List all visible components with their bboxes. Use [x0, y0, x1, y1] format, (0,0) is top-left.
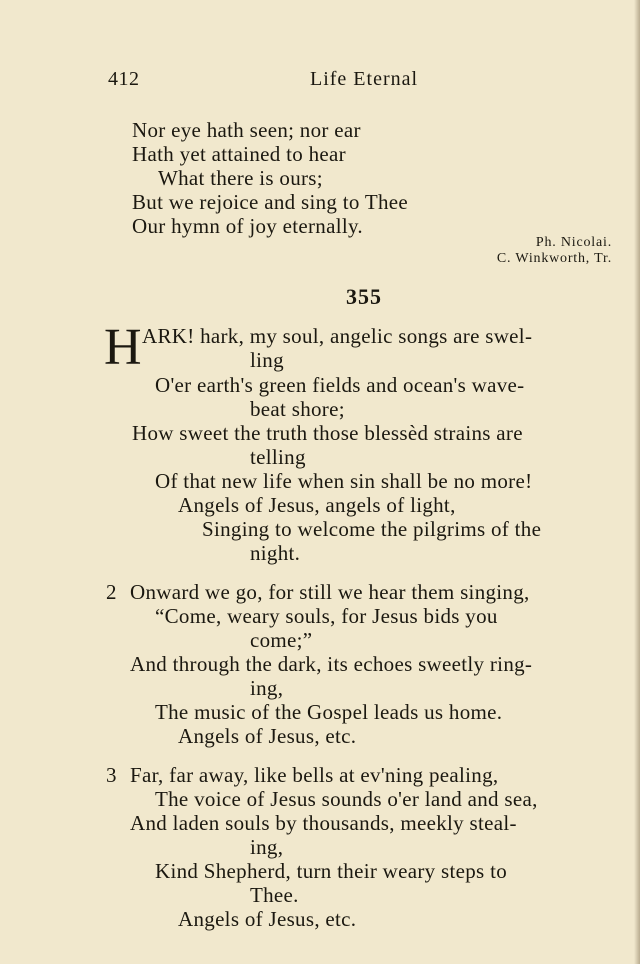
- verse2-line-2: “Come, weary souls, for Jesus bids you: [155, 604, 498, 628]
- verse1-line-1: ARK! hark, my soul, angelic songs are swel-: [142, 324, 533, 348]
- page-number: 412: [108, 68, 140, 90]
- verse3-number: 3: [106, 763, 117, 787]
- verse2-line-6: The music of the Gospel leads us home.: [155, 700, 503, 724]
- prev-hymn-line-1: Nor eye hath seen; nor ear: [132, 118, 361, 142]
- attribution-author: Ph. Nicolai.: [535, 235, 612, 250]
- verse2-line-7: Angels of Jesus, etc.: [178, 724, 357, 748]
- verse1-line-10: night.: [250, 541, 301, 565]
- verse3-line-3: And laden souls by thousands, meekly steal-: [130, 811, 517, 835]
- verse3-line-6: Thee.: [250, 883, 299, 907]
- verse3-line-4: ing,: [250, 835, 284, 859]
- verse3-line-7: Angels of Jesus, etc.: [178, 907, 357, 931]
- prev-hymn-line-4: But we rejoice and sing to Thee: [132, 190, 409, 214]
- verse2-line-5: ing,: [250, 676, 284, 700]
- verse1-line-3: O'er earth's green fields and ocean's wave-: [155, 373, 525, 397]
- verse2-line-1: Onward we go, for still we hear them singing,: [130, 580, 530, 604]
- verse3-line-2: The voice of Jesus sounds o'er land and sea,: [155, 787, 538, 811]
- verse2-line-3: come;”: [250, 628, 313, 652]
- page-edge-shadow: [634, 0, 640, 964]
- attribution-translator: C. Winkworth, Tr.: [496, 251, 612, 266]
- verse1-line-2: ling: [250, 348, 284, 372]
- hymn-number: 355: [346, 284, 382, 309]
- verse1-line-7: Of that new life when sin shall be no more!: [155, 469, 533, 493]
- prev-hymn-line-2: Hath yet attained to hear: [132, 142, 346, 166]
- drop-cap: H: [104, 319, 142, 376]
- prev-hymn-line-5: Our hymn of joy eternally.: [132, 214, 363, 238]
- verse1-line-5: How sweet the truth those blessèd strains are: [132, 421, 523, 445]
- verse3-line-1: Far, far away, like bells at ev'ning pealing,: [130, 763, 499, 787]
- verse1-line-6: telling: [250, 445, 306, 469]
- verse2-number: 2: [106, 580, 117, 604]
- verse2-line-4: And through the dark, its echoes sweetly ring-: [130, 652, 533, 676]
- verse3-line-5: Kind Shepherd, turn their weary steps to: [155, 859, 508, 883]
- prev-hymn-line-3: What there is ours;: [158, 166, 323, 190]
- verse1-line-8: Angels of Jesus, angels of light,: [178, 493, 456, 517]
- verse1-line-4: beat shore;: [250, 397, 345, 421]
- verse1-line-9: Singing to welcome the pilgrims of the: [202, 517, 542, 541]
- running-title: Life Eternal: [310, 68, 419, 90]
